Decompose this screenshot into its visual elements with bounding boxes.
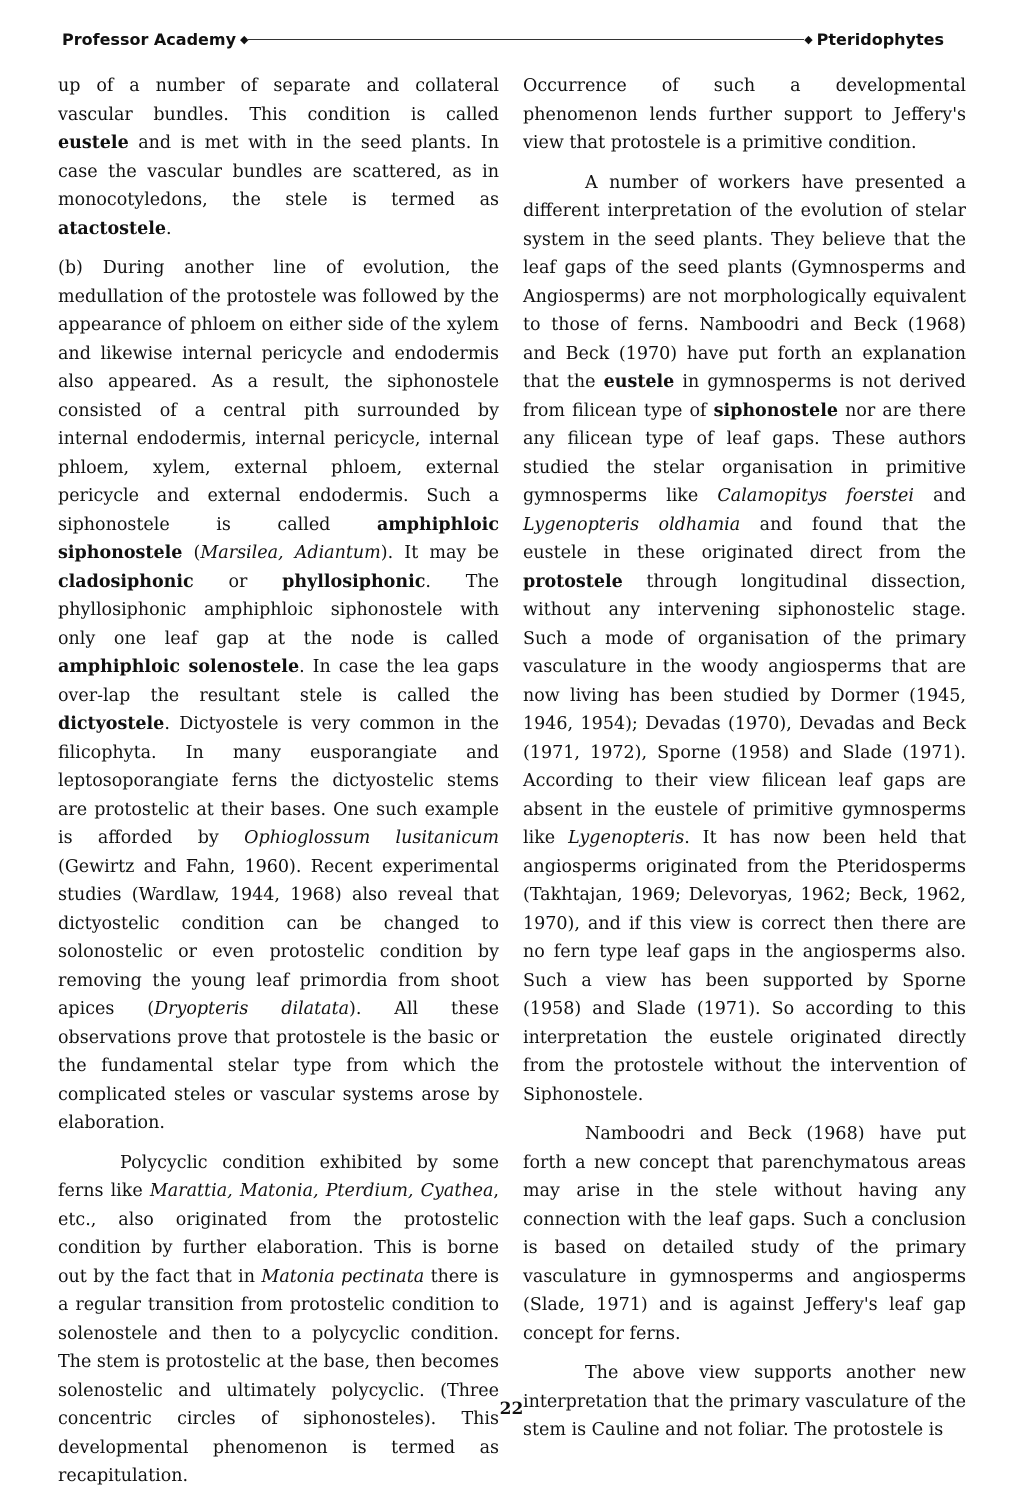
term-eustele: eustele (58, 133, 129, 153)
species-lygenopteris-oldhamia: Lygenopteris oldhamia (523, 514, 741, 535)
header-topic: Pteridophytes (816, 29, 944, 49)
left-paragraph-3: Polycyclic condition exhibited by some ferns like Marattia, Matonia, Pterdium, Cyathea, etc., also originated from the protostelic condition by further elaboration. This is borne out by the fact that in Matonia pectinata there is a regular transition from protostelic condition to solenostele and then to a polycyclic condition. The stem is protostelic at the base, then becomes solenostelic and ultimately polycyclic. (Three concentric circles of siphonosteles). This developmental phenomenon is termed as recapitulation. (58, 1152, 499, 1486)
right-paragraph-3: Namboodri and Beck (1968) have put forth a new concept that parenchymatous areas may arise in the stele without having any connection with the leaf gaps. Such a conclusion is based on detailed study of the primary vasculature in gymnosperms and angiosperms (Slade, 1971) and is against Jeffery's leaf gap concept for ferns. (523, 1124, 966, 1344)
header-divider-line (248, 39, 804, 40)
term-amphiphloic-siphonostele: amphiphloic siphonostele (58, 514, 499, 563)
species-dryopteris: Dryopteris dilatata (154, 999, 350, 1019)
right-paragraph-4: The above view supports another new interpretation that the primary vasculature of the stem is Cauline and not foliar. The protostele is (523, 1363, 966, 1440)
term-dictyostele: dictyostele (58, 714, 165, 734)
page-header (62, 26, 944, 52)
left-paragraph-1: up of a number of separate and collateral vascular bundles. This condition is called eustele and is met with in the seed plants. In case the vascular bundles are scattered, as in monocotyledons, the stele is termed as atactostele. (58, 76, 499, 239)
species-ophioglossum: Ophioglossum lusitanicum (244, 828, 499, 848)
term-siphonostele: siphonostele (713, 400, 838, 421)
term-protostele: protostele (523, 571, 623, 592)
species-matonia: Matonia pectinata (261, 1266, 425, 1287)
right-paragraph-1: Occurrence of such a developmental phenomenon lends further support to Jeffery's view that protostele is a primitive condition. (523, 76, 966, 153)
diamond-icon: ◆ (804, 32, 813, 46)
header-brand: Professor Academy (62, 29, 236, 49)
species-names: Marsilea, Adiantum (200, 543, 381, 563)
page-number: 22 (499, 1399, 524, 1419)
left-column (58, 72, 499, 1502)
header-rule (240, 34, 813, 45)
species-lygenopteris: Lygenopteris (568, 828, 685, 848)
species-calamopitys: Calamopitys foerstei (717, 486, 914, 506)
term-phyllosiphonic: phyllosiphonic (282, 571, 426, 592)
right-paragraph-2: A number of workers have presented a different interpretation of the evolution of stelar system in the seed plants. They believe that the leaf gaps of the seed plants (Gymnosperms and Angiosperms) are not morphologically equivalent to those of ferns. Namboodri and Beck (1968) and Beck (1970) have put forth an explanation that the eustele in gymnosperms is not derived from filicean type of siphonostele nor are there any filicean type of leaf gaps. These authors studied the stelar organisation in primitive gymnosperms like Calamopitys foerstei and Lygenopteris oldhamia and found that the eustele in these originated direct from the protostele through longitudinal dissection, without any intervening siphonostelic stage. Such a mode of organisation of the primary vasculature in the woody angiosperms that are now living has been studied by Dormer (1945, 1946, 1954); Devadas (1970), Devadas and Beck (1971, 1972), Sporne (1958) and Slade (1971). According to their view filicean leaf gaps are absent in the eustele of primitive gymnosperms like Lygenopteris. It has now been held that angiosperms originated from the Pteridosperms (Takhtajan, 1969; Delevoryas, 1962; Beck, 1962, 1970), and if this view is correct then there are no fern type leaf gaps in the angiosperms also. Such a view has been supported by Sporne (1958) and Slade (1971). So according to this interpretation the eustele originated directly from the protostele without the intervention of Siphonostele. (523, 172, 967, 1105)
term-cladosiphonic: cladosiphonic (58, 571, 194, 592)
term-eustele: eustele (603, 372, 675, 392)
diamond-icon: ◆ (240, 32, 249, 46)
right-column (523, 72, 966, 1456)
term-amphiphloic-solenostele: amphiphloic solenostele (58, 657, 300, 677)
species-list: Marattia, Matonia, Pterdium, Cyathea (149, 1181, 494, 1201)
term-atactostele: atactostele (58, 218, 167, 239)
left-paragraph-2: (b) During another line of evolution, the medullation of the protostele was followed by the appearance of phloem on either side of the xylem and likewise internal pericycle and endodermis also appeared. As a result, the siphonostele consisted of a central pith surrounded by internal endodermis, internal pericycle, internal phloem, xylem, external phloem, external pericycle and external endodermis. Such a siphonostele is called amphiphloic siphonostele (Marsilea, Adiantum). It may be cladosiphonic or phyllosiphonic. The phyllosiphonic amphiphloic siphonostele with only one leaf gap at the node is called amphiphloic solenostele. In case the lea gaps over-lap the resultant stele is called the dictyostele. Dictyostele is very common in the filicophyta. In many eusporangiate and leptosoporangiate ferns the dictyostelic stems are protostelic at their bases. One such example is afforded by Ophioglossum lusitanicum (Gewirtz and Fahn, 1960). Recent experimental studies (Wardlaw, 1944, 1968) also reveal that dictyostelic condition can be changed to solonostelic or even protostelic condition by removing the young leaf primordia from shoot apices (Dryopteris dilatata). All these observations prove that protostele is the basic or the fundamental stelar type from which the complicated steles or vascular systems arose by elaboration. (58, 258, 499, 1133)
